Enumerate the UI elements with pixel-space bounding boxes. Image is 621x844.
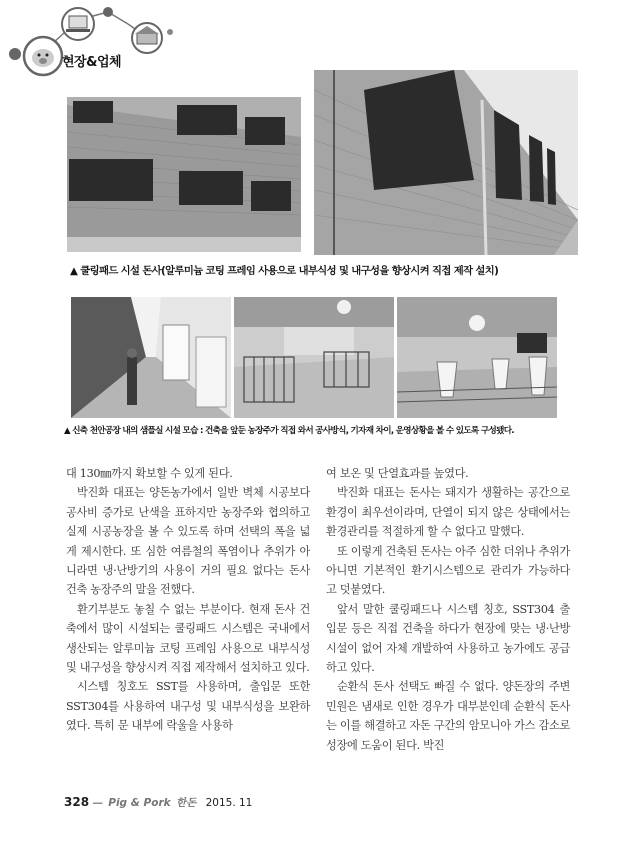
paragraph: 대 130㎜까지 확보할 수 있게 된다.: [66, 467, 233, 480]
pig-mascot-icon: [24, 37, 62, 75]
photo-sample-room-corridor: [71, 297, 231, 418]
column-left: [66, 464, 310, 736]
page-number: 328: [64, 795, 90, 809]
paragraph: 박진화 대표는 돈사는 돼지가 생활하는 공간으로 환경이 최우선이라며, 단열이 되지 않은 상태에서는 환경관리를 적절하게 할 수 없다고 말했다.: [326, 486, 570, 539]
paragraph: 여 보온 및 단열효과를 높였다.: [326, 467, 469, 480]
photo-cooling-pad-building-left: [67, 97, 301, 252]
paragraph: 또 이렇게 건축된 돈사는 아주 심한 더위나 추위가 아니면 기본적인 환기시스템으로 관리가 가능하다고 덧붙였다.: [326, 544, 570, 597]
paragraph: 순환식 돈사 선택도 빠질 수 없다. 양돈장의 주변 민원은 냄새로 인한 경우가 대부분인데 순환식 돈사는 이를 해결하고 자돈 구간의 암모니아 가스 감소로 성장에 도움이 된다. 박진: [326, 680, 570, 752]
footer: [64, 795, 252, 810]
building-icon: [132, 23, 162, 53]
computer-icon: [62, 8, 94, 40]
paragraph: 앞서 말한 쿨링패드나 시스템 칭호, SST304 출입문 등은 직접 건축을 하다가 현장에 맞는 냉·난방 시설이 없어 자체 개발하여 사용하고 농가에도 공급하고 있다.: [326, 602, 570, 675]
issue-date: 2015. 11: [205, 797, 253, 809]
caption-bottom: ▲ 신축 천안공장 내의 샘플실 시설 모습 : 건축을 앞둔 농장주가 직접 와서 공사방식, 기자재 차이, 운영상황을 볼 수 있도록 구성됐다.: [64, 426, 514, 436]
section-title: 현장&업체: [62, 55, 122, 70]
magazine-name: Pig & Pork: [108, 797, 171, 809]
footer-dash: —: [92, 797, 103, 809]
paragraph: 시스템 칭호도 SST를 사용하며, 출입문 또한 SST304를 사용하여 내구성 및 내부식성을 보완하였다. 특히 문 내부에 락울을 사용하: [66, 680, 310, 733]
caption-top: ▲ 쿨링패드 시설 돈사(알루미늄 코팅 프레임 사용으로 내부식성 및 내구성을 향상시켜 직접 제작 설치): [70, 265, 499, 277]
paragraph: 박진화 대표는 양돈농가에서 일반 벽체 시공보다 공사비 증가로 난색을 표하지만 농장주와 협의하고 실제 시공농장을 볼 수 있도록 하며 선택의 폭을 넓게 제시한다. 또 심한 여름철의 폭염이나 추위가 아니라면 냉·난방기의 사용이 거의 필요 없다는 돈사 건축 농장주의 말을 전했다.: [66, 486, 310, 597]
photo-sample-room-feeders: [397, 297, 557, 418]
paragraph: 환기부분도 놓칠 수 없는 부분이다. 현재 돈사 건축에서 많이 시설되는 쿨링패드 시스템은 국내에서 생산되는 알루미늄 코팅 프레임 사용으로 내부식성 및 내구성을 향상시켜 직접 제작해서 설치하고 있다.: [66, 602, 310, 675]
magazine-hangul: 한돈: [175, 797, 197, 809]
column-right: [326, 464, 570, 755]
photo-sample-room-pens: [234, 297, 394, 418]
photo-cooling-pad-building-right: [314, 70, 578, 255]
